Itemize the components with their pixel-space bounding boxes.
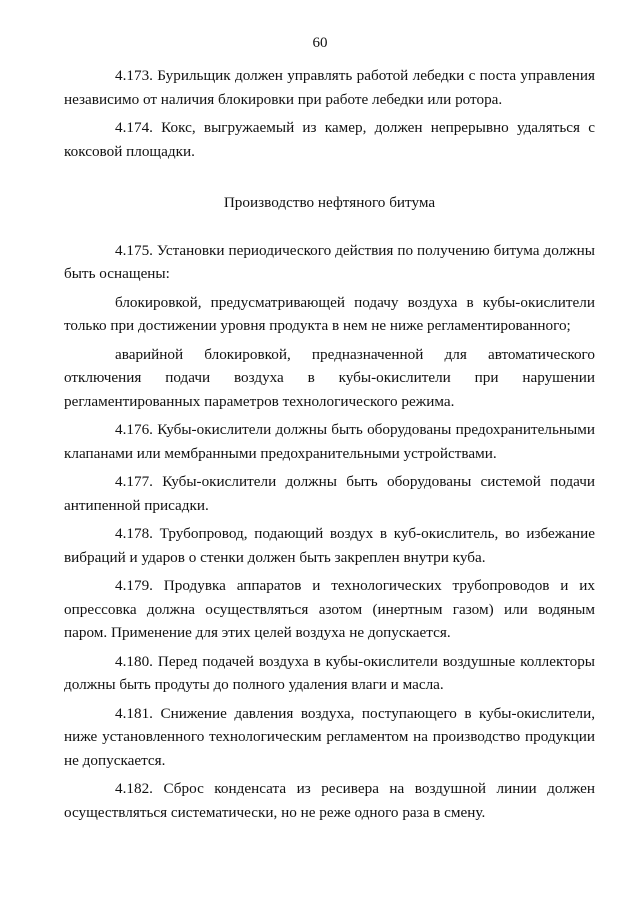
section-title: Производство нефтяного битума: [223, 194, 436, 211]
page-number: 60: [312, 35, 328, 51]
paragraph-blocking: блокировкой, предусматривающей подачу воздуха в кубы-окислители только при достижении уровня продукта в нем не ниже регламентированного;: [64, 293, 595, 334]
paragraph-4-173: 4.173. Бурильщик должен управлять работой лебедки с поста управления независимо от наличия блокировки при работе лебедки или ротора.: [64, 67, 595, 108]
paragraph-4-179: 4.179. Продувка аппаратов и технологических трубопроводов и их опрессовка должна осуществляться азотом (инертным газом) или водяным паром. Применение для этих целей воздуха не допускается.: [64, 577, 595, 641]
paragraph-4-180: 4.180. Перед подачей воздуха в кубы-окислители воздушные коллекторы должны быть продуты до полного удаления влаги и масла.: [64, 652, 595, 693]
paragraph-4-175: 4.175. Установки периодического действия по получению битума должны быть оснащены:: [64, 241, 595, 282]
paragraph-4-178: 4.178. Трубопровод, подающий воздух в куб-окислитель, во избежание вибраций и ударов о стенки должен быть закреплен внутри куба.: [64, 525, 595, 566]
paragraph-emergency-blocking: аварийной блокировкой, предназначенной для автоматического отключения подачи воздуха в кубы-окислители при нарушении регламентированных параметров технологического режима.: [64, 345, 595, 410]
paragraph-4-176: 4.176. Кубы-окислители должны быть оборудованы предохранительными клапанами или мембранными предохранительными устройствами.: [64, 421, 595, 462]
paragraph-4-174: 4.174. Кокс, выгружаемый из камер, должен непрерывно удаляться с коксовой площадки.: [64, 119, 595, 160]
paragraph-4-177: 4.177. Кубы-окислители должны быть оборудованы системой подачи антипенной присадки.: [64, 473, 595, 514]
document-body: [64, 64, 595, 824]
paragraph-4-181: 4.181. Снижение давления воздуха, поступающего в кубы-окислители, ниже установленного технологическим регламентом на производство продукции не допускается.: [64, 704, 595, 769]
paragraph-4-182: 4.182. Сброс конденсата из ресивера на воздушной линии должен осуществляться систематически, но не реже одного раза в смену.: [64, 780, 595, 821]
